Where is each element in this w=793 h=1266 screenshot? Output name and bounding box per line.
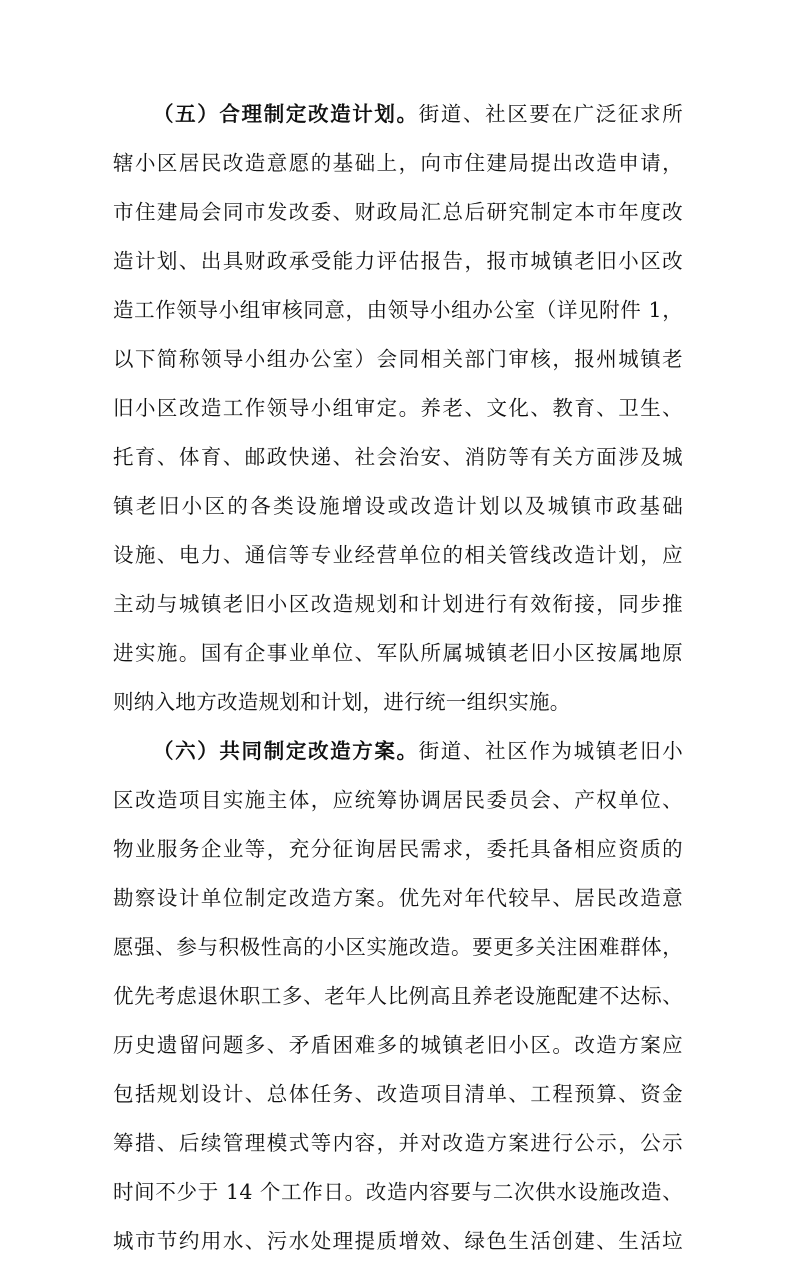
paragraph-heading: （六）共同制定改造方案。 xyxy=(153,739,419,763)
paragraph-line: 辖小区居民改造意愿的基础上，向市住建局提出改造申请， xyxy=(113,151,683,175)
paragraph-line: 以下简称领导小组办公室）会同相关部门审核，报州城镇老 xyxy=(113,347,683,371)
paragraph-line: 城市节约用水、污水处理提质增效、绿色生活创建、生活垃 xyxy=(113,1229,683,1253)
paragraph-line xyxy=(113,727,683,776)
paragraph-line: 造计划、出具财政承受能力评估报告，报市城镇老旧小区改 xyxy=(113,249,683,273)
paragraph-line: 进实施。国有企事业单位、军队所属城镇老旧小区按属地原 xyxy=(113,641,683,665)
paragraph-line: 则纳入地方改造规划和计划，进行统一组织实施。 xyxy=(113,690,571,714)
paragraph-line: 愿强、参与积极性高的小区实施改造。要更多关注困难群体， xyxy=(113,935,683,959)
document-body xyxy=(113,90,683,1266)
paragraph-line: 造工作领导小组审核同意，由领导小组办公室（详见附件 1， xyxy=(113,298,683,322)
paragraph-line: 设施、电力、通信等专业经营单位的相关管线改造计划，应 xyxy=(113,543,683,567)
paragraph-line: 区改造项目实施主体，应统筹协调居民委员会、产权单位、 xyxy=(113,788,683,812)
line-text: 街道、社区要在广泛征求所 xyxy=(418,102,683,126)
paragraph-line: 旧小区改造工作领导小组审定。养老、文化、教育、卫生、 xyxy=(113,396,683,420)
paragraph-line: 托育、体育、邮政快递、社会治安、消防等有关方面涉及城 xyxy=(113,445,683,469)
paragraph-line: 市住建局会同市发改委、财政局汇总后研究制定本市年度改 xyxy=(113,200,683,224)
paragraph-line: 勘察设计单位制定改造方案。优先对年代较早、居民改造意 xyxy=(113,886,683,910)
paragraph-5 xyxy=(113,90,683,727)
paragraph-line: 镇老旧小区的各类设施增设或改造计划以及城镇市政基础 xyxy=(113,494,683,518)
paragraph-line: 时间不少于 14 个工作日。改造内容要与二次供水设施改造、 xyxy=(113,1180,683,1204)
paragraph-line: 优先考虑退休职工多、老年人比例高且养老设施配建不达标、 xyxy=(113,984,683,1008)
paragraph-heading: （五）合理制定改造计划。 xyxy=(153,102,419,126)
line-text: 街道、社区作为城镇老旧小 xyxy=(418,739,683,763)
paragraph-line xyxy=(113,90,683,139)
paragraph-line: 筹措、后续管理模式等内容，并对改造方案进行公示，公示 xyxy=(113,1131,683,1155)
paragraph-line: 包括规划设计、总体任务、改造项目清单、工程预算、资金 xyxy=(113,1082,683,1106)
paragraph-line: 历史遗留问题多、矛盾困难多的城镇老旧小区。改造方案应 xyxy=(113,1033,683,1057)
paragraph-line: 主动与城镇老旧小区改造规划和计划进行有效衔接，同步推 xyxy=(113,592,683,616)
paragraph-6 xyxy=(113,727,683,1266)
paragraph-line: 物业服务企业等，充分征询居民需求，委托具备相应资质的 xyxy=(113,837,683,861)
